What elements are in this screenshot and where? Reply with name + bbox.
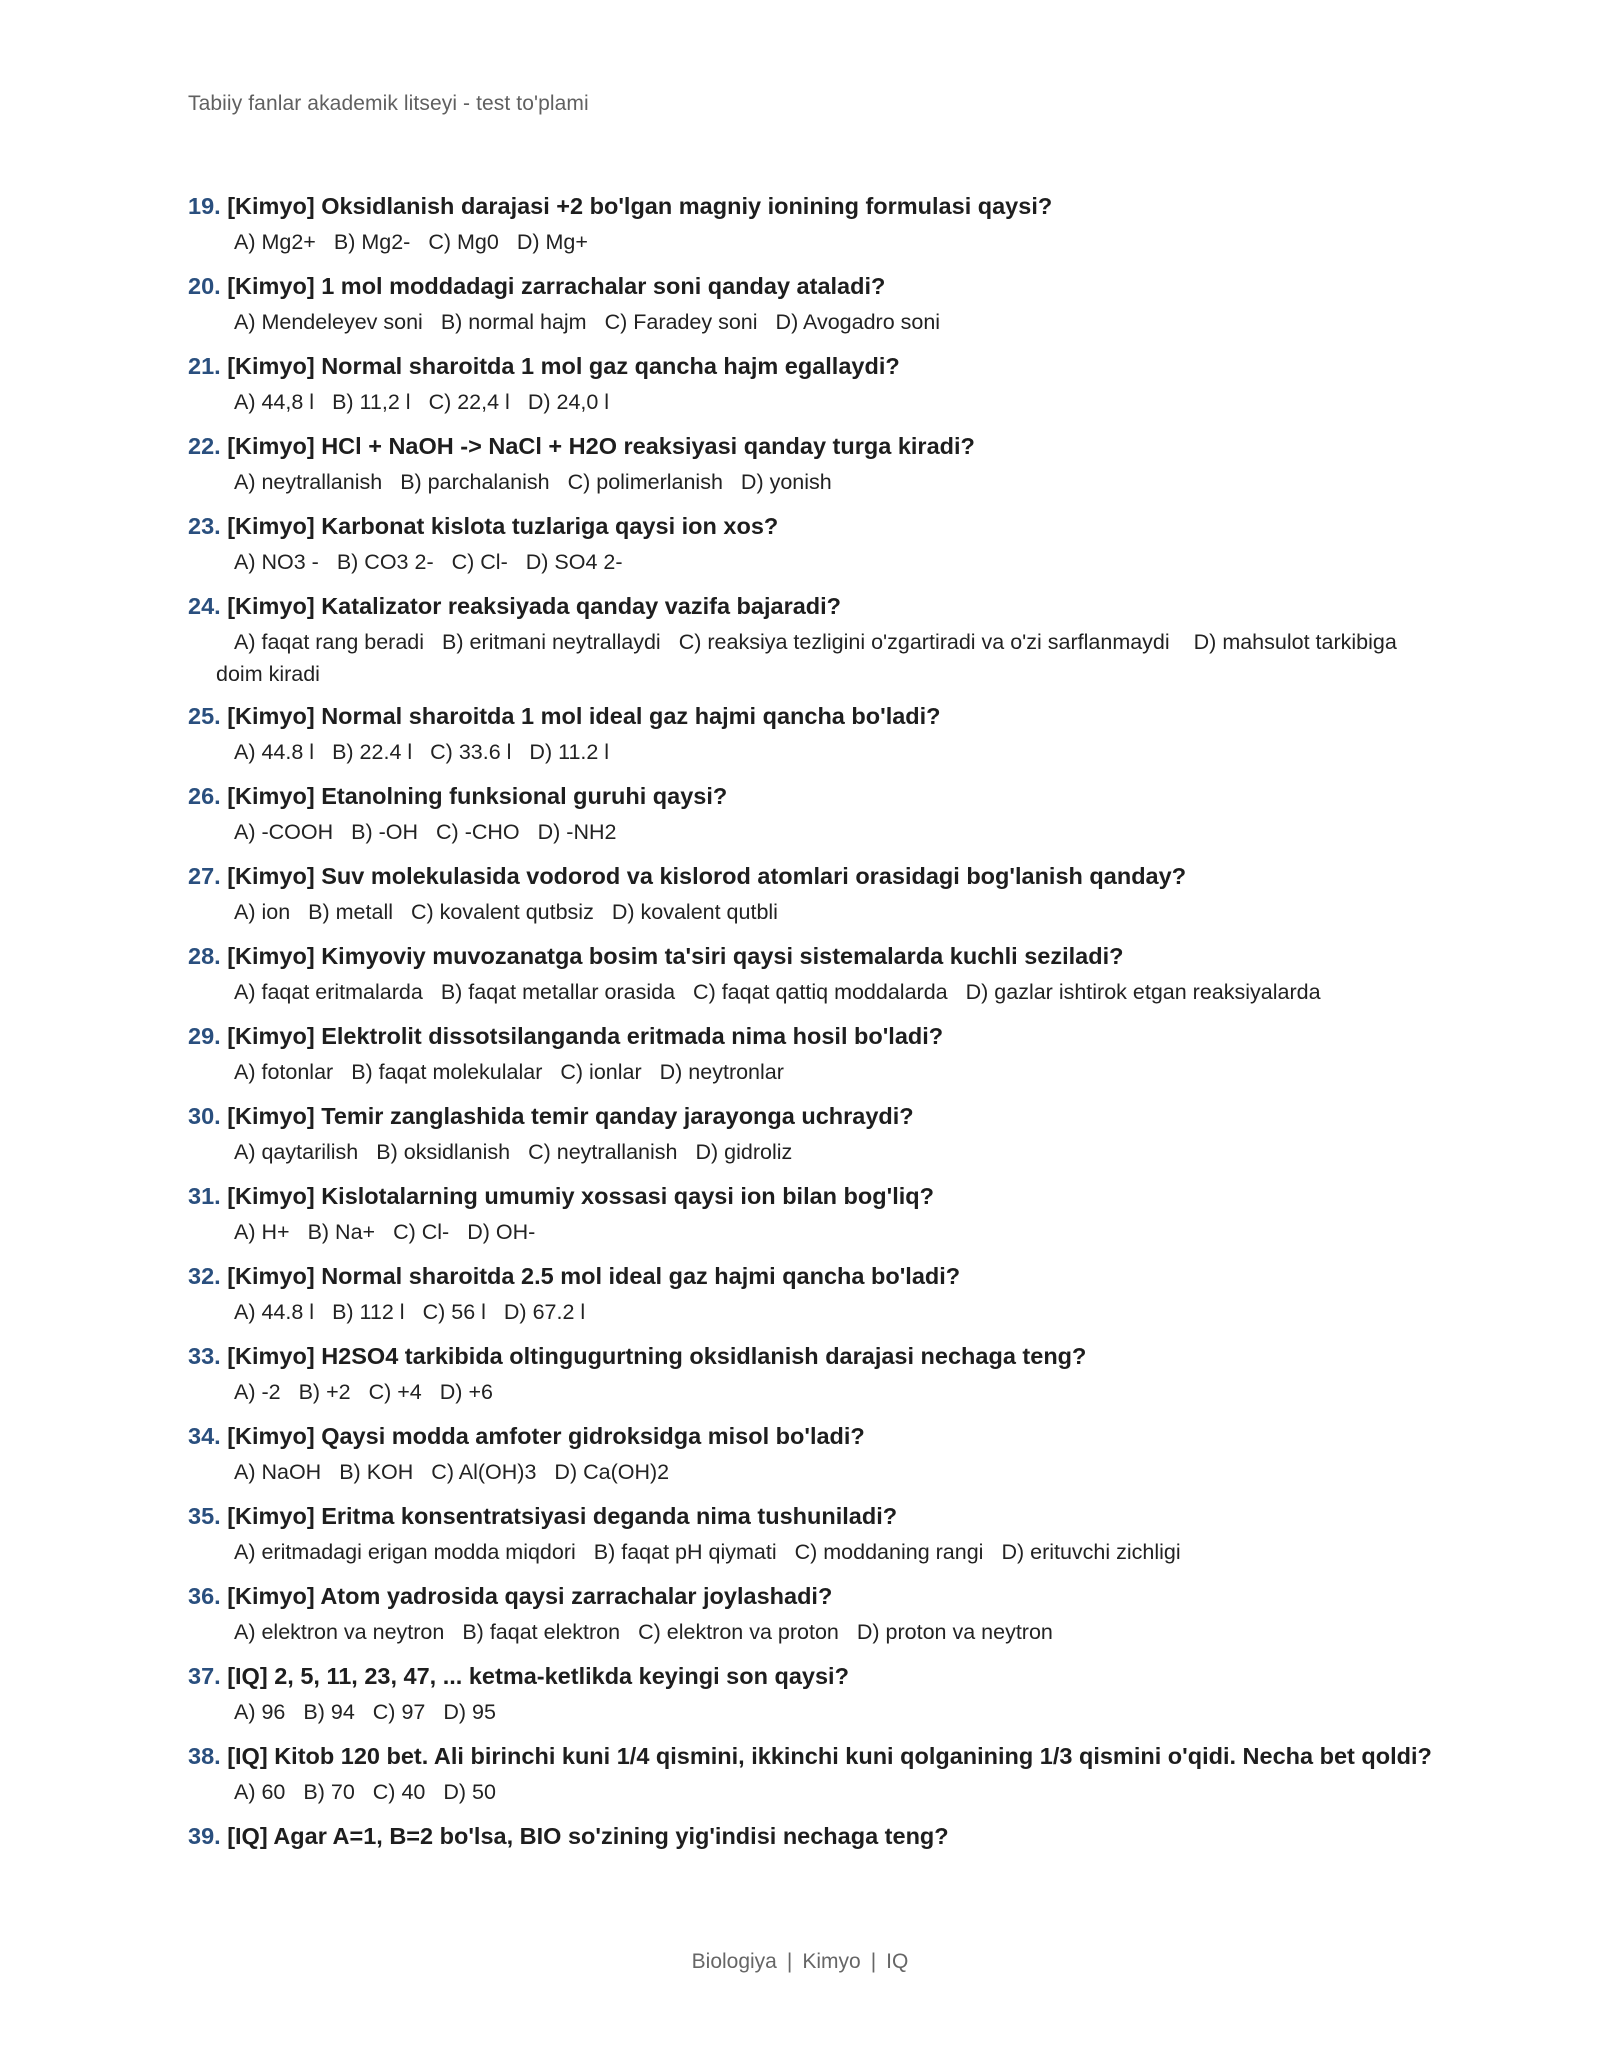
question-item — [188, 1656, 1428, 1736]
answer-options — [188, 1776, 1428, 1816]
option-d: D) erituvchi zichligi — [1001, 1540, 1181, 1564]
option-a: A) NaOH — [234, 1460, 322, 1484]
question-item — [188, 696, 1428, 776]
option-b: B) faqat molekulalar — [351, 1060, 543, 1084]
question-number: 31. — [188, 1183, 221, 1209]
option-b: B) parchalanish — [400, 470, 550, 494]
option-c: C) Cl- — [451, 550, 508, 574]
question-text: [Kimyo] Temir zanglashida temir qanday jarayonga uchraydi? — [227, 1103, 914, 1129]
question-text: [Kimyo] Karbonat kislota tuzlariga qaysi ion xos? — [227, 513, 779, 539]
question-item — [188, 856, 1428, 936]
answer-options — [188, 816, 1428, 856]
question-number: 23. — [188, 513, 221, 539]
option-b: B) +2 — [298, 1380, 351, 1404]
question-text: [Kimyo] Kislotalarning umumiy xossasi qaysi ion bilan bog'liq? — [227, 1183, 934, 1209]
question-item — [188, 936, 1428, 1016]
option-d: D) gazlar ishtirok etgan reaksiyalarda — [965, 980, 1321, 1004]
option-d: D) Mg+ — [516, 230, 588, 254]
question-item — [188, 1576, 1428, 1656]
question-line — [188, 696, 1428, 736]
question-item — [188, 586, 1428, 690]
question-line — [188, 936, 1428, 976]
question-number: 19. — [188, 193, 221, 219]
option-b: B) eritmani neytrallaydi — [442, 630, 661, 654]
option-c: C) neytrallanish — [528, 1140, 678, 1164]
option-c: C) reaksiya tezligini o'zgartiradi va o'zi sarflanmaydi — [678, 630, 1170, 654]
question-number: 26. — [188, 783, 221, 809]
question-number: 24. — [188, 593, 221, 619]
footer-subject-kimyo: Kimyo — [802, 1950, 861, 1973]
question-number: 21. — [188, 353, 221, 379]
option-c: C) 40 — [372, 1780, 426, 1804]
option-c: C) 97 — [372, 1700, 426, 1724]
question-number: 36. — [188, 1583, 221, 1609]
option-a: A) faqat rang beradi — [234, 630, 425, 654]
question-item — [188, 266, 1428, 346]
question-item — [188, 1496, 1428, 1576]
option-a: A) 44.8 l — [234, 740, 315, 764]
page-header: Tabiiy fanlar akademik litseyi - test to'plami — [188, 92, 589, 115]
option-c: C) Al(OH)3 — [431, 1460, 537, 1484]
question-item — [188, 1736, 1432, 1816]
question-number: 20. — [188, 273, 221, 299]
question-line — [188, 1096, 1428, 1136]
option-b: B) faqat elektron — [462, 1620, 621, 1644]
question-text: [Kimyo] Katalizator reaksiyada qanday vazifa bajaradi? — [227, 593, 842, 619]
answer-options — [188, 1296, 1428, 1336]
option-b: B) 112 l — [332, 1300, 405, 1324]
option-c: C) 22,4 l — [428, 390, 510, 414]
question-item — [188, 506, 1428, 586]
question-line — [188, 1736, 1432, 1776]
question-item — [188, 426, 1428, 506]
option-a: A) Mendeleyev soni — [234, 310, 423, 334]
option-d: D) neytronlar — [659, 1060, 784, 1084]
question-number: 29. — [188, 1023, 221, 1049]
option-a: A) eritmadagi erigan modda miqdori — [234, 1540, 576, 1564]
answer-options — [188, 736, 1428, 776]
option-a: A) 60 — [234, 1780, 286, 1804]
question-text: [Kimyo] Oksidlanish darajasi +2 bo'lgan magniy ionining formulasi qaysi? — [227, 193, 1053, 219]
page-footer — [0, 1950, 1600, 1974]
question-text: [Kimyo] H2SO4 tarkibida oltingugurtning oksidlanish darajasi nechaga teng? — [227, 1343, 1087, 1369]
question-item — [188, 1336, 1428, 1416]
option-d: D) 95 — [443, 1700, 496, 1724]
question-line — [188, 426, 1428, 466]
option-a: A) fotonlar — [234, 1060, 334, 1084]
option-a: A) -2 — [234, 1380, 281, 1404]
question-line — [188, 506, 1428, 546]
option-d: D) kovalent qutbli — [611, 900, 778, 924]
option-a: A) elektron va neytron — [234, 1620, 445, 1644]
option-a: A) H+ — [234, 1220, 290, 1244]
answer-options — [188, 1376, 1428, 1416]
question-text: [Kimyo] Suv molekulasida vodorod va kislorod atomlari orasidagi bog'lanish qanday? — [227, 863, 1187, 889]
option-a: A) Mg2+ — [234, 230, 316, 254]
question-number: 22. — [188, 433, 221, 459]
option-a: A) NO3 - — [234, 550, 319, 574]
question-text: [Kimyo] Eritma konsentratsiyasi deganda nima tushuniladi? — [227, 1503, 898, 1529]
question-line — [188, 1256, 1428, 1296]
option-d: D) Avogadro soni — [775, 310, 941, 334]
answer-options — [188, 466, 1428, 506]
answer-options — [188, 1216, 1428, 1256]
question-item — [188, 1096, 1428, 1176]
question-number: 37. — [188, 1663, 221, 1689]
option-b: B) 22.4 l — [332, 740, 413, 764]
option-a: A) neytrallanish — [234, 470, 383, 494]
option-c: C) Mg0 — [428, 230, 499, 254]
footer-subject-iq: IQ — [886, 1950, 909, 1973]
question-item — [188, 1016, 1428, 1096]
question-text: [Kimyo] Normal sharoitda 1 mol gaz qancha hajm egallaydi? — [227, 353, 900, 379]
option-c: C) 33.6 l — [430, 740, 512, 764]
question-number: 27. — [188, 863, 221, 889]
option-b: B) Mg2- — [333, 230, 411, 254]
answer-options — [188, 306, 1428, 346]
option-a: A) 44,8 l — [234, 390, 315, 414]
option-a: A) 44.8 l — [234, 1300, 315, 1324]
option-a: A) -COOH — [234, 820, 334, 844]
option-a: A) 96 — [234, 1700, 286, 1724]
question-line — [188, 776, 1428, 816]
option-b: B) faqat metallar orasida — [440, 980, 676, 1004]
answer-options — [188, 546, 1428, 586]
question-number: 25. — [188, 703, 221, 729]
option-b: B) faqat pH qiymati — [593, 1540, 777, 1564]
option-b: B) metall — [308, 900, 393, 924]
answer-options — [188, 976, 1428, 1016]
question-number: 34. — [188, 1423, 221, 1449]
option-d: D) +6 — [439, 1380, 493, 1404]
question-line — [188, 1496, 1428, 1536]
option-b: B) -OH — [351, 820, 419, 844]
option-d: D) -NH2 — [537, 820, 617, 844]
question-line — [188, 1656, 1428, 1696]
option-b: B) oksidlanish — [376, 1140, 511, 1164]
question-text: [IQ] 2, 5, 11, 23, 47, ... ketma-ketlikda keyingi son qaysi? — [227, 1663, 849, 1689]
option-d: D) Ca(OH)2 — [554, 1460, 670, 1484]
answer-options — [188, 1056, 1428, 1096]
question-text: [IQ] Agar A=1, B=2 bo'lsa, BIO so'zining yig'indisi nechaga teng? — [227, 1823, 949, 1849]
option-d: D) 50 — [443, 1780, 496, 1804]
option-b: B) CO3 2- — [336, 550, 434, 574]
option-a: A) ion — [234, 900, 291, 924]
question-line — [188, 346, 1428, 386]
answer-options — [188, 896, 1428, 936]
answer-options — [188, 1456, 1428, 1496]
option-a: A) qaytarilish — [234, 1140, 359, 1164]
question-line — [188, 1336, 1428, 1376]
footer-subject-biologiya: Biologiya — [691, 1950, 777, 1973]
question-item — [188, 346, 1428, 426]
answer-options — [188, 1536, 1428, 1576]
option-c: C) +4 — [368, 1380, 422, 1404]
option-c: C) kovalent qutbsiz — [411, 900, 594, 924]
option-c: C) -CHO — [436, 820, 520, 844]
option-c: C) polimerlanish — [567, 470, 723, 494]
question-item — [188, 776, 1428, 856]
option-d: D) 11.2 l — [529, 740, 610, 764]
option-c: C) ionlar — [560, 1060, 642, 1084]
option-c: C) Cl- — [393, 1220, 450, 1244]
question-text: [Kimyo] HCl + NaOH -> NaCl + H2O reaksiyasi qanday turga kiradi? — [227, 433, 975, 459]
question-text: [Kimyo] Etanolning funksional guruhi qaysi? — [227, 783, 728, 809]
option-c: C) 56 l — [422, 1300, 486, 1324]
answer-options — [188, 1696, 1428, 1736]
option-d: D) 67.2 l — [503, 1300, 586, 1324]
answer-options — [188, 1136, 1428, 1176]
option-b: B) Na+ — [307, 1220, 376, 1244]
option-c: C) faqat qattiq moddalarda — [693, 980, 948, 1004]
option-d: D) mahsulot tarkibiga doim kiradi — [216, 630, 1397, 686]
question-list — [188, 186, 1432, 1856]
option-b: B) 11,2 l — [332, 390, 411, 414]
question-text: [Kimyo] Normal sharoitda 2.5 mol ideal gaz hajmi qancha bo'ladi? — [227, 1263, 961, 1289]
question-text: [Kimyo] 1 mol moddadagi zarrachalar soni qanday ataladi? — [227, 273, 886, 299]
question-text: [IQ] Kitob 120 bet. Ali birinchi kuni 1/4 qismini, ikkinchi kuni qolganining 1/3 qismini o'qidi. Necha bet qoldi? — [227, 1743, 1432, 1769]
question-text: [Kimyo] Normal sharoitda 1 mol ideal gaz hajmi qancha bo'ladi? — [227, 703, 941, 729]
answer-options — [188, 1616, 1428, 1656]
question-line — [188, 1816, 1428, 1856]
option-d: D) 24,0 l — [527, 390, 610, 414]
option-d: D) OH- — [467, 1220, 536, 1244]
answer-options — [188, 226, 1428, 266]
question-number: 30. — [188, 1103, 221, 1129]
question-line — [188, 186, 1428, 226]
option-b: B) 94 — [303, 1700, 355, 1724]
option-b: B) KOH — [339, 1460, 414, 1484]
question-text: [Kimyo] Elektrolit dissotsilanganda eritmada nima hosil bo'ladi? — [227, 1023, 944, 1049]
question-line — [188, 1016, 1428, 1056]
question-number: 39. — [188, 1823, 221, 1849]
question-item — [188, 1176, 1428, 1256]
question-text: [Kimyo] Qaysi modda amfoter gidroksidga misol bo'ladi? — [227, 1423, 865, 1449]
footer-separator: | — [870, 1950, 877, 1973]
question-number: 33. — [188, 1343, 221, 1369]
question-item — [188, 186, 1428, 266]
question-line — [188, 856, 1428, 896]
question-text: [Kimyo] Atom yadrosida qaysi zarrachalar joylashadi? — [227, 1583, 833, 1609]
option-c: C) Faradey soni — [604, 310, 758, 334]
question-number: 32. — [188, 1263, 221, 1289]
option-b: B) normal hajm — [440, 310, 587, 334]
option-d: D) gidroliz — [695, 1140, 793, 1164]
question-text: [Kimyo] Kimyoviy muvozanatga bosim ta'siri qaysi sistemalarda kuchli seziladi? — [227, 943, 1124, 969]
question-line — [188, 266, 1428, 306]
question-line — [188, 586, 1428, 626]
option-d: D) proton va neytron — [856, 1620, 1053, 1644]
question-item — [188, 1256, 1428, 1336]
option-c: C) elektron va proton — [638, 1620, 839, 1644]
question-item — [188, 1416, 1428, 1496]
answer-options — [188, 386, 1428, 426]
question-line — [188, 1576, 1428, 1616]
option-c: C) moddaning rangi — [794, 1540, 984, 1564]
question-number: 28. — [188, 943, 221, 969]
question-number: 38. — [188, 1743, 221, 1769]
option-b: B) 70 — [303, 1780, 355, 1804]
footer-separator: | — [786, 1950, 793, 1973]
question-number: 35. — [188, 1503, 221, 1529]
answer-options — [188, 626, 1428, 690]
option-d: D) SO4 2- — [525, 550, 623, 574]
option-d: D) yonish — [740, 470, 832, 494]
question-item — [188, 1816, 1428, 1856]
question-line — [188, 1176, 1428, 1216]
option-a: A) faqat eritmalarda — [234, 980, 423, 1004]
question-line — [188, 1416, 1428, 1456]
